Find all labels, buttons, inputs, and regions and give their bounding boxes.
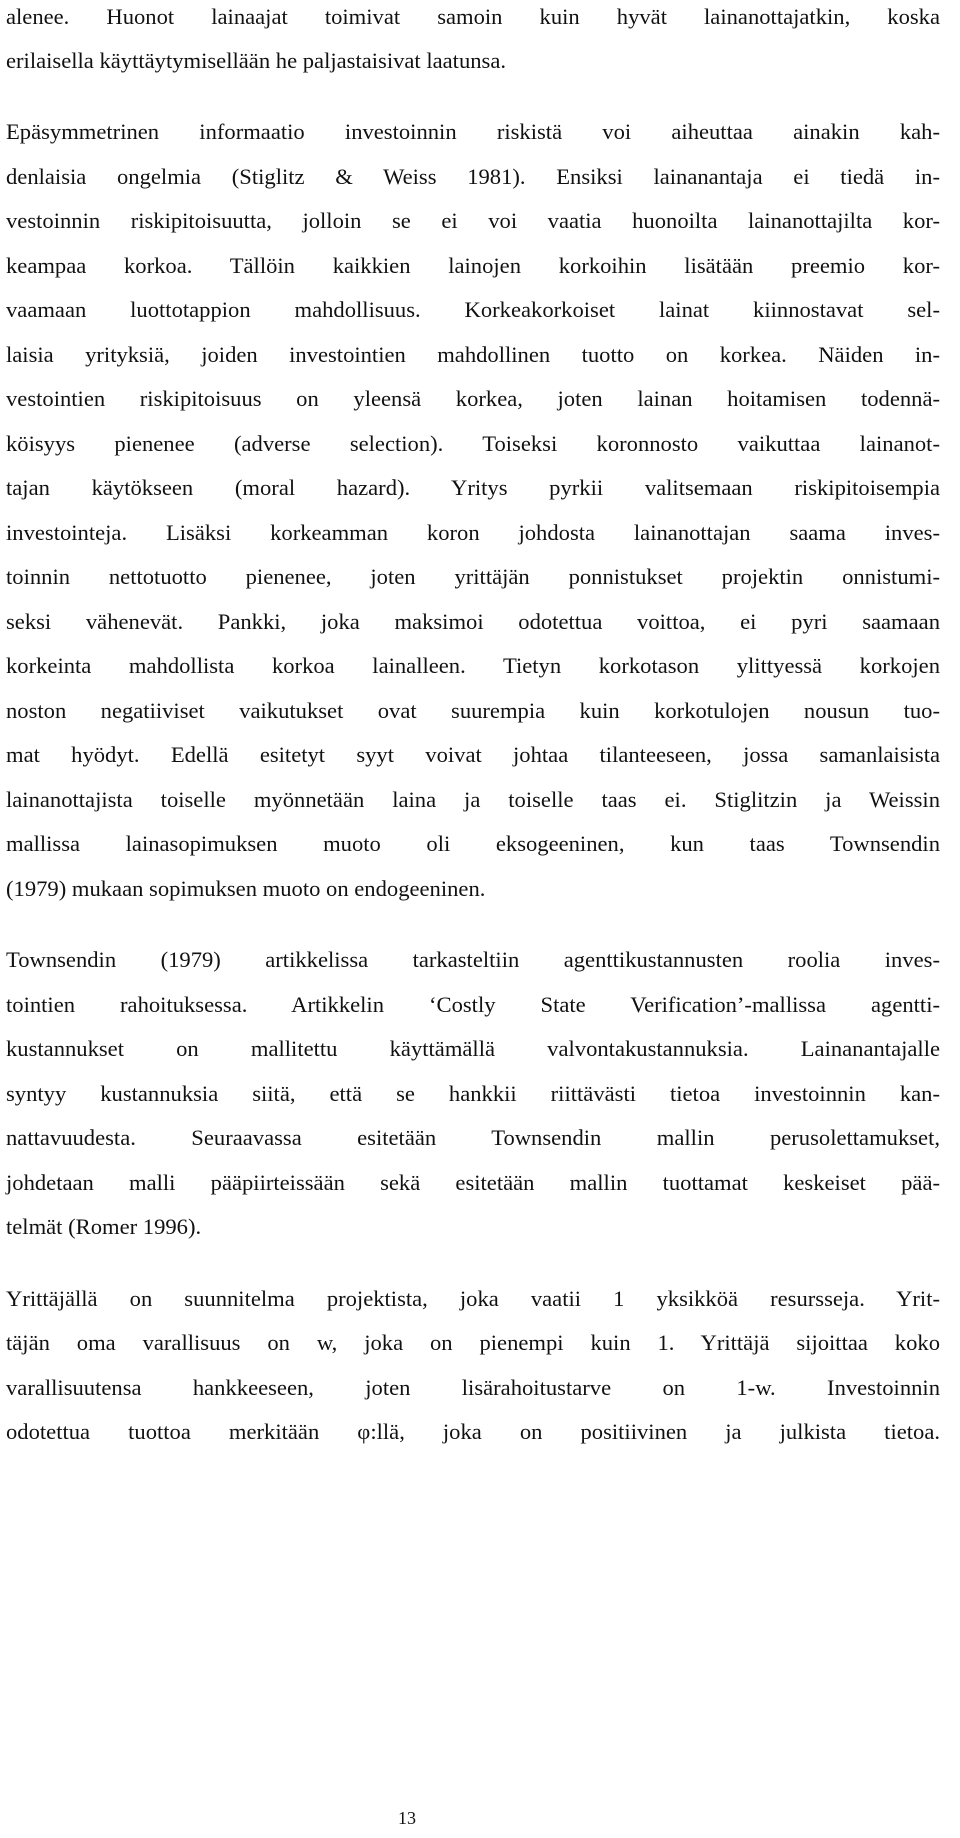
text-line: tajan käytökseen (moral hazard). Yritys pyrkii valitsemaan riskipitoisempia [6,475,940,500]
text-line: alenee. Huonot lainaajat toimivat samoin kuin hyvät lainanottajatkin, koska [6,4,940,29]
text-line: johdetaan malli pääpiirteissään sekä esitetään mallin tuottamat keskeiset pää- [6,1170,940,1195]
text-line: tointien rahoituksessa. Artikkelin ‘Costly State Verification’-mallissa agentti- [6,992,940,1017]
text-line: (1979) mukaan sopimuksen muoto on endogeeninen. [6,876,486,901]
text-line: korkeinta mahdollista korkoa lainalleen. Tietyn korkotason ylittyessä korkojen [6,653,940,678]
text-line: mat hyödyt. Edellä esitetyt syyt voivat johtaa tilanteeseen, jossa samanlaisista [6,742,940,767]
text-line: laisia yrityksiä, joiden investointien mahdollinen tuotto on korkea. Näiden in- [6,342,940,367]
text-line: odotettua tuottoa merkitään φ:llä, joka on positiivinen ja julkista tietoa. [6,1419,940,1444]
text-line: Epäsymmetrinen informaatio investoinnin riskistä voi aiheuttaa ainakin kah- [6,119,940,144]
text-line: lainanottajista toiselle myönnetään laina ja toiselle taas ei. Stiglitzin ja Weissin [6,787,940,812]
page-number: 13 [398,1808,416,1828]
text-line: mallissa lainasopimuksen muoto oli eksogeeninen, kun taas Townsendin [6,831,940,856]
text-line: varallisuutensa hankkeeseen, joten lisärahoitustarve on 1-w. Investoinnin [6,1375,940,1400]
text-line: keampaa korkoa. Tällöin kaikkien lainojen korkoihin lisätään preemio kor- [6,253,940,278]
text-line: Townsendin (1979) artikkelissa tarkasteltiin agenttikustannusten roolia inves- [6,947,940,972]
text-line: erilaisella käyttäytymisellään he paljastaisivat laatunsa. [6,48,507,73]
text-line: köisyys pienenee (adverse selection). Toiseksi koronnosto vaikuttaa lainanot- [6,431,940,456]
text-line: seksi vähenevät. Pankki, joka maksimoi odotettua voittoa, ei pyri saamaan [6,609,940,634]
text-line: syntyy kustannuksia siitä, että se hankkii riittävästi tietoa investoinnin kan- [6,1081,940,1106]
text-line: toinnin nettotuotto pienenee, joten yrittäjän ponnistukset projektin onnistumi- [6,564,940,589]
text-line: denlaisia ongelmia (Stiglitz & Weiss 1981). Ensiksi lainanantaja ei tiedä in- [6,164,940,189]
text-line: vestoinnin riskipitoisuutta, jolloin se ei voi vaatia huonoilta lainanottajilta kor- [6,208,940,233]
text-line: telmät (Romer 1996). [6,1214,202,1239]
text-line: kustannukset on mallitettu käyttämällä valvontakustannuksia. Lainanantajalle [6,1036,940,1061]
text-line: Yrittäjällä on suunnitelma projektista, joka vaatii 1 yksikköä resursseja. Yrit- [6,1286,940,1311]
text-line: vaamaan luottotappion mahdollisuus. Korkeakorkoiset lainat kiinnostavat sel- [6,297,940,322]
text-line: investointeja. Lisäksi korkeamman koron johdosta lainanottajan saama inves- [6,520,940,545]
text-line: täjän oma varallisuus on w, joka on pienempi kuin 1. Yrittäjä sijoittaa koko [6,1330,940,1355]
text-line: noston negatiiviset vaikutukset ovat suurempia kuin korkotulojen nousun tuo- [6,698,940,723]
text-line: vestointien riskipitoisuus on yleensä korkea, joten lainan hoitamisen todennä- [6,386,940,411]
text-line: nattavuudesta. Seuraavassa esitetään Townsendin mallin perusolettamukset, [6,1125,940,1150]
